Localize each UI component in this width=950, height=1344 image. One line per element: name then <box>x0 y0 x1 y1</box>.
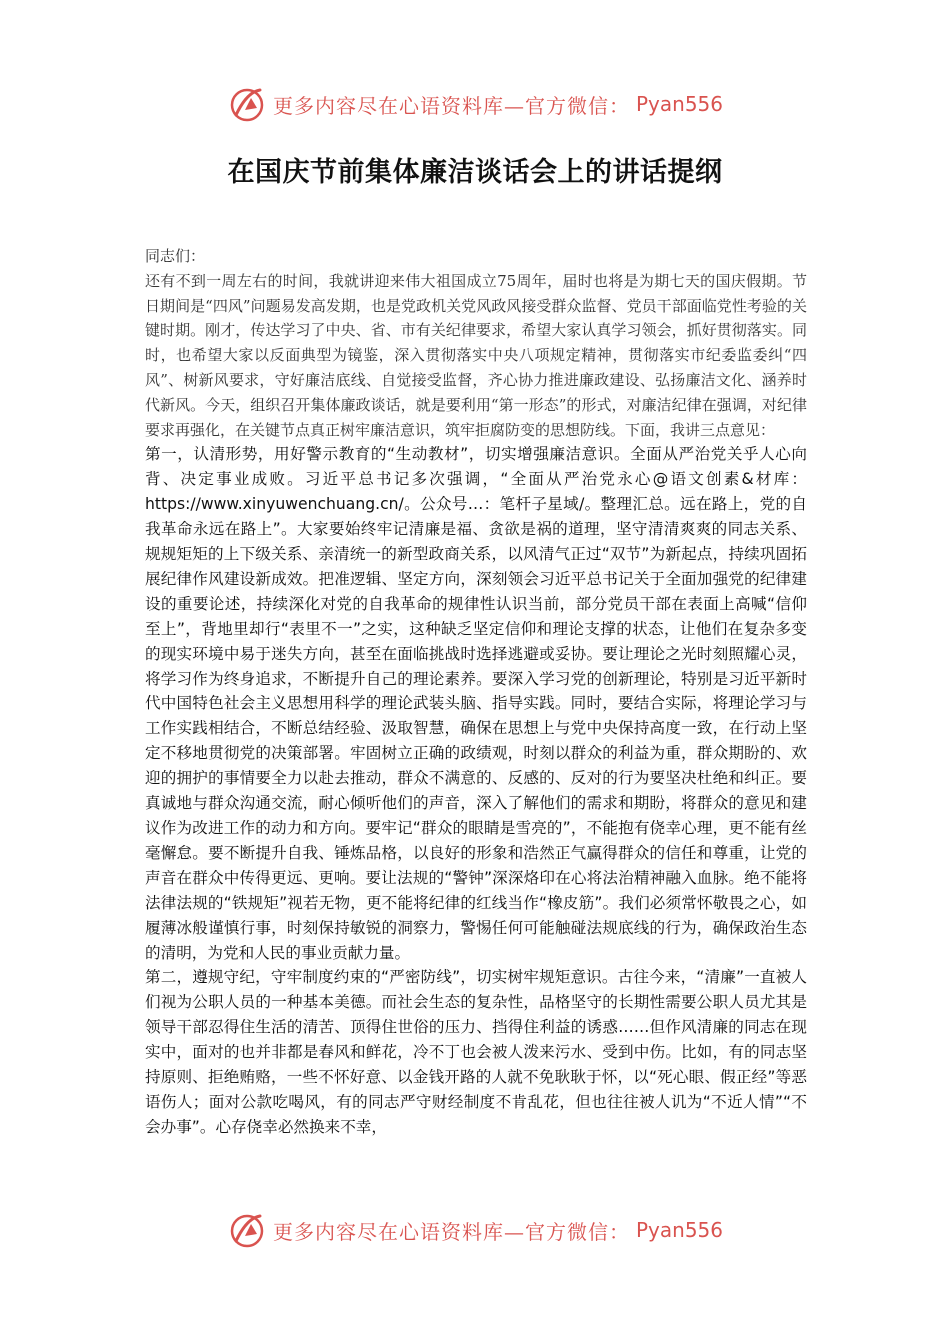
point-two-paragraph: 第二，遵规守纪，守牢制度约束的“严密防线”，切实树牢规矩意识。古往今来，“清廉”一直被人们视为公职人员的一种基本美德。而社会生态的复杂性，品格坚守的长期性需要公职人员尤其是领导干部忍得住生活的清苦、顶得住世俗的压力、挡得住利益的诱惑……但作风清廉的同志在现实中，面对的也并非都是春风和鲜花，冷不丁也会被人泼来污水、受到中伤。比如，有的同志坚持原则、拒绝贿赂，一些不怀好意、以金钱开路的人就不免耿耿于怀，以“死心眼、假正经”等恶语伤人；面对公款吃喝风，有的同志严守财经制度不肯乱花，但也往往被人讥为“不近人情”“不会办事”。心存侥幸必然换来不幸， <box>145 968 807 1136</box>
logo-icon <box>227 84 267 124</box>
logo-icon <box>227 1210 267 1250</box>
footer-watermark <box>0 1210 950 1250</box>
watermark-text: 更多内容尽在心语资料库—官方微信： <box>272 93 630 118</box>
document-body <box>145 244 807 1140</box>
header-watermark <box>0 84 950 124</box>
wechat-id: Pyan556 <box>635 92 723 116</box>
intro-paragraph: 还有不到一周左右的时间，我就讲迎来伟大祖国成立75周年，届时也将是为期七天的国庆假期。节日期间是“四风”问题易发高发期，也是党政机关党风政风接受群众监督、党员干部面临党性考验的关键时期。刚才，传达学习了中央、省、市有关纪律要求，希望大家认真学习领会，抓好贯彻落实。同时，也希望大家以反面典型为镜鉴，深入贯彻落实中央八项规定精神，贯彻落实市纪委监委纠“四风”、树新风要求，守好廉洁底线、自觉接受监督，齐心协力推进廉政建设、弘扬廉洁文化、涵养时代新风。今天，组织召开集体廉政谈话，就是要利用“第一形态”的形式，对廉洁纪律在强调，对纪律要求再强化，在关键节点真正树牢廉洁意识，筑牢拒腐防变的思想防线。下面，我讲三点意见： <box>145 271 807 439</box>
page-title: 在国庆节前集体廉洁谈话会上的讲话提纲 <box>227 157 723 188</box>
watermark-text: 更多内容尽在心语资料库—官方微信： <box>272 1219 630 1244</box>
point-one-paragraph: 第一，认清形势，用好警示教育的“生动教材”，切实增强廉洁意识。全面从严治党关乎人心向背、决定事业成败。习近平总书记多次强调，“全面从严治党永心@语文创素&材库：https://www.xinyuwenchuang.cn/。公众号…：笔杆子星域/。整理汇总。远在路上，党的自我革命永远在路上”。大家要始终牢记清廉是福、贪欲是祸的道理，坚守清清爽爽的同志关系、规规矩矩的上下级关系、亲清统一的新型政商关系，以风清气正过“双节”为新起点，持续巩固拓展纪律作风建设新成效。把准逻辑、坚定方向，深刻领会习近平总书记关于全面加强党的纪律建设的重要论述，持续深化对党的自我革命的规律性认识当前，部分党员干部在表面上高喊“信仰至上”，背地里却行“表里不一”之实，这种缺乏坚定信仰和理论支撑的状态，让他们在复杂多变的现实环境中易于迷失方向，甚至在面临挑战时选择逃避或妥协。要让理论之光时刻照耀心灵，将学习作为终身追求，不断提升自己的理论素养。要深入学习党的创新理论，特别是习近平新时代中国特色社会主义思想用科学的理论武装头脑、指导实践。同时，要结合实际，将理论学习与工作实践相结合，不断总结经验、汲取智慧，确保在思想上与党中央保持高度一致，在行动上坚定不移地贯彻党的决策部署。牢固树立正确的政绩观，时刻以群众的利益为重，群众期盼的、欢迎的拥护的事情要全力以赴去推动，群众不满意的、反感的、反对的行为要坚决杜绝和纠正。要真诚地与群众沟通交流，耐心倾听他们的声音，深入了解他们的需求和期盼，将群众的意见和建议作为改进工作的动力和方向。要牢记“群众的眼睛是雪亮的”，不能抱有侥幸心理，更不能有丝毫懈怠。要不断提升自我、锤炼品格，以良好的形象和浩然正气赢得群众的信任和尊重，让党的声音在群众中传得更远、更响。要让法规的“警钟”深深烙印在心将法治精神融入血脉。绝不能将法律法规的“铁规矩”视若无物，更不能将纪律的红线当作“橡皮筋”。我们必须常怀敬畏之心，如履薄冰般谨慎行事，时刻保持敏锐的洞察力，警惕任何可能触碰法规底线的行为，确保政治生态的清明，为党和人民的事业贡献力量。 <box>145 445 807 962</box>
wechat-id: Pyan556 <box>635 1218 723 1242</box>
greeting: 同志们： <box>145 247 206 265</box>
